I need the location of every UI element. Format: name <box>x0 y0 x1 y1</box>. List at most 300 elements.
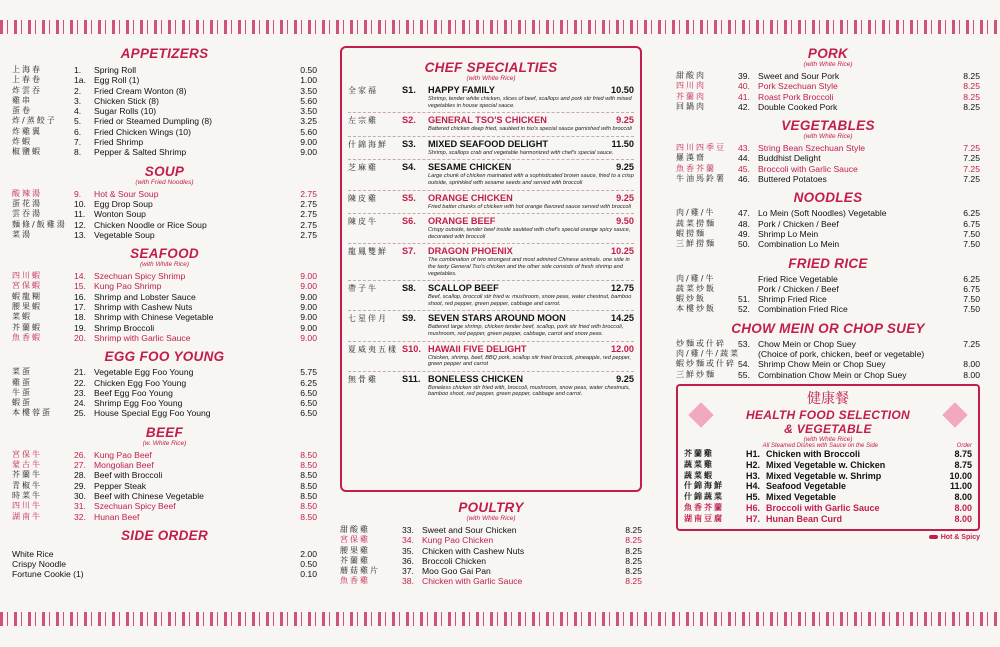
health-order-label: Order <box>956 442 972 449</box>
menu-item-row[interactable] <box>12 481 317 491</box>
item-number <box>738 349 758 359</box>
item-name: Buttered Potatoes <box>758 174 827 185</box>
menu-item-row[interactable] <box>12 230 317 240</box>
menu-item-row[interactable] <box>12 491 317 501</box>
item-number: 5. <box>74 116 82 127</box>
item-number: S5. <box>402 192 416 203</box>
menu-column-right <box>676 40 980 541</box>
menu-item-row[interactable] <box>676 71 980 81</box>
item-chinese-name: 菜蝦 <box>12 312 32 322</box>
menu-item-row[interactable] <box>12 470 317 480</box>
menu-item-row[interactable] <box>12 450 317 460</box>
item-description: Battered chicken deep fried, sautéed in tso's special sauce garnished with broccoli <box>428 126 632 133</box>
item-chinese-name: 湖南豆腐 <box>684 513 724 523</box>
item-name: HAWAII FIVE DELIGHT <box>428 343 527 354</box>
item-chinese-name: 四川肉 <box>676 81 706 91</box>
item-price: 9.50 <box>616 216 634 227</box>
menu-item-row[interactable] <box>12 398 317 408</box>
item-chinese-name: 四川四季豆 <box>676 143 726 153</box>
menu-item-row[interactable] <box>676 102 980 112</box>
item-chinese-name: 魚香蝦 <box>12 332 42 342</box>
item-price: 8.25 <box>625 545 642 556</box>
chef-special-item[interactable] <box>348 243 634 277</box>
menu-item-row[interactable] <box>676 81 980 91</box>
item-chinese-name: 蔬菜炒飯 <box>676 283 716 293</box>
item-chinese-name: 龍鳳雙鮮 <box>348 247 388 257</box>
item-chinese-name: 夏威夷五樣 <box>348 344 398 354</box>
item-price: 11.50 <box>611 138 634 149</box>
item-name: Double Cooked Pork <box>758 101 838 112</box>
item-price: 9.00 <box>300 332 317 343</box>
item-chinese-name: 肉/雞/牛 <box>676 273 716 283</box>
item-name: SEVEN STARS AROUND MOON <box>428 313 566 324</box>
menu-item-row[interactable] <box>684 514 972 525</box>
item-name: BONELESS CHICKEN <box>428 373 523 384</box>
item-name: Beef Egg Foo Young <box>94 387 173 398</box>
item-price: 7.50 <box>963 294 980 305</box>
item-chinese-name: 帶子牛 <box>348 284 378 294</box>
item-name: Kung Pao Beef <box>94 449 152 460</box>
item-name: Moo Goo Gai Pan <box>422 566 491 577</box>
item-name: Pepper & Salted Shrimp <box>94 147 187 158</box>
item-chinese-name: 蝦炒麵或什碎 <box>676 359 736 369</box>
pepper-icon <box>929 535 938 539</box>
item-price: 2.75 <box>300 209 317 220</box>
item-number: 12. <box>74 219 86 230</box>
item-number: 21. <box>74 367 86 378</box>
item-price: 8.25 <box>625 535 642 546</box>
item-price: 6.75 <box>963 218 980 229</box>
item-price: 9.00 <box>300 281 317 292</box>
item-chinese-name: 羅漢齋 <box>676 153 706 163</box>
item-name: Vegetable Soup <box>94 229 155 240</box>
item-name: White Rice <box>12 548 54 559</box>
chef-special-item[interactable] <box>348 159 634 186</box>
chef-item-row <box>348 162 634 173</box>
chef-specialties-box <box>340 46 642 492</box>
menu-item-row[interactable] <box>340 546 642 556</box>
item-price: 7.25 <box>963 338 980 349</box>
pork-list <box>676 71 980 112</box>
chef-special-item[interactable] <box>348 371 634 398</box>
menu-item-row[interactable] <box>676 359 980 369</box>
menu-item-row[interactable] <box>676 153 980 163</box>
item-price: 7.25 <box>963 153 980 164</box>
menu-item-row[interactable] <box>676 284 980 294</box>
item-price: 8.00 <box>954 502 972 513</box>
section-title-pork: PORK <box>807 46 849 61</box>
item-chinese-name: 芥蘭雞 <box>340 555 370 565</box>
item-name: Vegetable Egg Foo Young <box>94 367 194 378</box>
chef-item-row <box>348 216 634 227</box>
section-sub-pork: (with White Rice) <box>803 61 853 68</box>
item-name: Kung Pao Chicken <box>422 535 494 546</box>
menu-item-row[interactable] <box>12 323 317 333</box>
section-sub-soup: (with Fried Noodles) <box>135 178 194 186</box>
item-number: 14. <box>74 271 86 282</box>
item-name: Chicken Stick (8) <box>94 95 159 106</box>
chef-special-item[interactable] <box>348 112 634 133</box>
chef-special-item[interactable] <box>348 341 634 368</box>
item-price: 2.00 <box>300 548 317 559</box>
item-price: 3.50 <box>300 106 317 117</box>
menu-item-row[interactable] <box>12 65 317 75</box>
menu-item-row[interactable] <box>676 304 980 314</box>
section-sub-poultry: (with White Rice) <box>466 515 516 522</box>
menu-item-row[interactable] <box>12 86 317 96</box>
item-name: Egg Drop Soup <box>94 198 153 209</box>
item-number: 26. <box>74 449 86 460</box>
soup-list <box>12 189 317 240</box>
menu-item-row[interactable] <box>12 127 317 137</box>
item-price: 9.00 <box>300 137 317 148</box>
menu-item-row[interactable] <box>684 492 972 503</box>
menu-item-row[interactable] <box>676 164 980 174</box>
chef-item-row <box>348 313 634 324</box>
item-name: Fried or Steamed Dumpling (8) <box>94 116 212 127</box>
item-chinese-name: 左宗雞 <box>348 116 378 126</box>
item-number: H7. <box>746 513 761 524</box>
item-price: 8.50 <box>300 460 317 471</box>
item-price: 9.00 <box>300 322 317 333</box>
item-number: 19. <box>74 322 86 333</box>
menu-item-row[interactable] <box>676 92 980 102</box>
chef-special-item[interactable] <box>348 190 634 211</box>
item-name: Pork / Chicken / Beef <box>758 283 839 294</box>
section-sub-chef: (with White Rice) <box>466 75 516 82</box>
item-chinese-name: 炸雞翼 <box>12 126 42 136</box>
item-name: Fortune Cookie (1) <box>12 569 84 580</box>
menu-item-row[interactable] <box>12 367 317 377</box>
item-name: Shrimp with Garlic Sauce <box>94 332 191 343</box>
menu-item-row[interactable] <box>12 116 317 126</box>
item-chinese-name: 三鮮炒麵 <box>676 369 716 379</box>
item-chinese-name: 陳皮牛 <box>348 217 378 227</box>
item-description: Chicken, shrimp, beef, BBQ pork, scallop stir fried broccoli, pineapple, red pepper, green pepper and carrot <box>428 354 632 368</box>
appetizers-list <box>12 65 317 158</box>
item-chinese-name: 牛蛋 <box>12 387 32 397</box>
item-number: S9. <box>402 313 416 324</box>
section-title-chowmein: CHOW MEIN OR CHOP SUEY <box>731 320 925 336</box>
item-price: 6.75 <box>963 283 980 294</box>
item-name: Combination Fried Rice <box>758 304 848 315</box>
item-number: 36. <box>402 555 414 566</box>
menu-item-row[interactable] <box>12 460 317 470</box>
item-description: Boneless chicken stir fried with, broccoli, mushroom, snow peas, water chestnuts, bamboo shoot, red pepper, green pepper, cabbage and carrot. <box>428 384 631 398</box>
menu-item-row[interactable] <box>12 281 317 291</box>
item-number: 1a. <box>74 75 86 86</box>
menu-item-row[interactable] <box>676 294 980 304</box>
item-chinese-name: 湖南牛 <box>12 511 42 521</box>
chef-special-item[interactable] <box>348 280 634 307</box>
item-chinese-name: 酸辣湯 <box>12 188 42 198</box>
item-price: 7.25 <box>963 174 980 185</box>
item-chinese-name: 雞蛋 <box>12 377 32 387</box>
item-chinese-name: 陳皮雞 <box>348 193 378 203</box>
item-description: Large chunk of chicken marinated with a sophisticated brown sauce, fried to a crisp outside, sprinkled with sesame seeds and served with broccoli <box>428 173 634 186</box>
item-price: 9.25 <box>616 162 634 173</box>
item-name: ORANGE CHICKEN <box>428 192 513 203</box>
item-divider <box>348 280 634 281</box>
item-number: 34. <box>402 535 414 546</box>
item-name: Shrimp with Chinese Vegetable <box>94 312 214 323</box>
item-name: HAPPY FAMILY <box>428 85 495 95</box>
side-item-row[interactable] <box>12 549 317 559</box>
item-number: 38. <box>402 576 414 587</box>
chef-item-row <box>348 374 634 385</box>
menu-item-row[interactable] <box>12 199 317 209</box>
chef-special-item[interactable] <box>348 310 634 337</box>
menu-item-row[interactable] <box>676 143 980 153</box>
chef-special-item[interactable] <box>348 85 634 109</box>
item-number: 46. <box>738 174 750 185</box>
item-price: 8.00 <box>963 359 980 370</box>
menu-item-row[interactable] <box>340 535 642 545</box>
item-chinese-name: 宮保牛 <box>12 449 42 459</box>
item-name: (Choice of pork, chicken, beef or vegetable) <box>758 349 925 360</box>
item-price: 3.50 <box>300 85 317 96</box>
menu-item-row[interactable] <box>340 566 642 576</box>
item-number: 29. <box>74 480 86 491</box>
item-name: Chicken Egg Foo Young <box>94 377 187 388</box>
item-price: 5.60 <box>300 126 317 137</box>
beef-list <box>12 450 317 522</box>
item-divider <box>348 136 634 137</box>
item-name: GENERAL TSO'S CHICKEN <box>428 115 547 126</box>
item-chinese-name: 魚香芥蘭 <box>676 163 716 173</box>
menu-item-row[interactable] <box>676 339 980 349</box>
item-price: 7.25 <box>963 163 980 174</box>
item-price: 8.50 <box>300 501 317 512</box>
menu-item-row[interactable] <box>12 75 317 85</box>
item-chinese-name: 肉/雞/牛 <box>676 208 716 218</box>
item-number: 25. <box>74 408 86 419</box>
menu-item-row[interactable] <box>676 219 980 229</box>
item-name: Wonton Soup <box>94 209 146 220</box>
section-sub-vegetables: (with White Rice) <box>803 133 853 141</box>
item-price: 8.75 <box>954 459 972 470</box>
menu-item-row[interactable] <box>676 349 980 359</box>
item-name: Chow Mein or Chop Suey <box>758 338 856 349</box>
item-chinese-name: 炸/蒸餃子 <box>12 116 57 126</box>
menu-item-row[interactable] <box>340 576 642 586</box>
item-chinese-name: 肉/雞/牛/蔬菜 <box>676 349 741 359</box>
item-chinese-name: 麵條/飯雞湯 <box>12 219 67 229</box>
item-number: 10. <box>74 198 86 209</box>
item-chinese-name: 無骨雞 <box>348 374 378 384</box>
item-chinese-name: 腰果蝦 <box>12 302 42 312</box>
item-chinese-name: 芝麻雞 <box>348 163 378 173</box>
item-chinese-name: 魚香雞 <box>340 576 370 586</box>
item-description: The combination of two strongest and most admired Chinese animals. one side in the tasty General Tso's chicken and the other side consists of fresh shrimp and vegetables. <box>428 257 630 277</box>
item-number: 28. <box>74 470 86 481</box>
menu-item-row[interactable] <box>12 408 317 418</box>
item-number: 8. <box>74 147 82 158</box>
item-price: 8.25 <box>625 555 642 566</box>
item-chinese-name: 魚香芥蘭 <box>684 502 724 512</box>
item-number: 7. <box>74 137 82 148</box>
item-name: SCALLOP BEEF <box>428 283 499 294</box>
item-description: Shrimp, tender white chicken, slices of beef, scallops and pork stir fried with mixed vegetables in house special sauce. <box>428 96 632 109</box>
item-chinese-name: 蛋卷 <box>12 106 32 116</box>
section-title-chef: CHEF SPECIALTIES <box>424 60 558 75</box>
seafood-list <box>12 271 317 343</box>
section-title-side: SIDE ORDER <box>120 527 208 543</box>
item-price: 8.00 <box>954 492 972 503</box>
item-number: H6. <box>746 502 761 513</box>
item-chinese-name: 菜蛋 <box>12 367 32 377</box>
menu-item-row[interactable] <box>340 525 642 535</box>
item-number: 42. <box>738 101 750 112</box>
section-title-vegetables: VEGETABLES <box>781 118 875 134</box>
item-number: 51. <box>738 294 750 305</box>
menu-item-row[interactable] <box>12 512 317 522</box>
item-number: 49. <box>738 228 750 239</box>
section-title-eggfoo: EGG FOO YOUNG <box>104 349 225 365</box>
menu-item-row[interactable] <box>12 333 317 343</box>
item-chinese-name: 上春卷 <box>12 75 42 85</box>
side-item-row[interactable] <box>12 559 317 569</box>
item-number: 55. <box>738 369 750 380</box>
item-name: Broccoli with Garlic Sauce <box>766 502 880 513</box>
menu-item-row[interactable] <box>12 271 317 281</box>
item-price: 7.50 <box>963 228 980 239</box>
menu-item-row[interactable] <box>340 556 642 566</box>
item-price: 8.50 <box>300 490 317 501</box>
item-number: 44. <box>738 153 750 164</box>
menu-item-row[interactable] <box>12 106 317 116</box>
item-number: 9. <box>74 188 82 199</box>
item-number: S7. <box>402 246 416 257</box>
item-price: 8.50 <box>300 480 317 491</box>
item-chinese-name: 宮保蝦 <box>12 281 42 291</box>
menu-item-row[interactable] <box>684 460 972 471</box>
item-number: 30. <box>74 490 86 501</box>
chef-special-item[interactable] <box>348 213 634 240</box>
menu-item-row[interactable] <box>12 137 317 147</box>
noodles-list <box>676 208 980 249</box>
item-number: 45. <box>738 163 750 174</box>
item-name: Hunan Bean Curd <box>766 513 843 524</box>
chef-special-item[interactable] <box>348 136 634 157</box>
menu-item-row[interactable] <box>12 302 317 312</box>
menu-item-row[interactable] <box>12 220 317 230</box>
item-number: S3. <box>402 138 416 149</box>
menu-item-row[interactable] <box>684 503 972 514</box>
menu-item-row[interactable] <box>676 274 980 284</box>
health-chinese-title: 健康餐 <box>807 390 849 407</box>
item-number: 15. <box>74 281 86 292</box>
item-number: 2. <box>74 85 82 96</box>
item-description: Fried batter chunks of chicken with hot orange flavored sauce served with broccoli <box>428 203 632 210</box>
item-price: 2.75 <box>300 219 317 230</box>
item-number: S10. <box>402 343 421 354</box>
item-price: 0.10 <box>300 569 317 580</box>
item-number: H1. <box>746 448 761 459</box>
item-number: 35. <box>402 545 414 556</box>
item-name: Kung Pao Shrimp <box>94 281 162 292</box>
item-chinese-name: 什錦蔬菜 <box>684 492 724 502</box>
item-price: 8.50 <box>300 449 317 460</box>
item-chinese-name: 四川蝦 <box>12 271 42 281</box>
friedrice-list <box>676 274 980 315</box>
menu-item-row[interactable] <box>12 96 317 106</box>
top-border <box>0 20 1000 34</box>
menu-item-row[interactable] <box>12 189 317 199</box>
item-name: Fried Chicken Wings (10) <box>94 126 191 137</box>
menu-item-row[interactable] <box>12 501 317 511</box>
menu-item-row[interactable] <box>12 388 317 398</box>
menu-item-row[interactable] <box>12 378 317 388</box>
item-chinese-name: 甜酸雞 <box>340 525 370 534</box>
health-sub: (with White Rice) <box>803 435 853 443</box>
item-divider <box>348 371 634 372</box>
side-item-row[interactable] <box>12 569 317 579</box>
item-number <box>738 284 758 294</box>
item-chinese-name: 椒鹽蝦 <box>12 147 42 157</box>
menu-item-row[interactable] <box>676 229 980 239</box>
item-number: 23. <box>74 387 86 398</box>
item-number: 53. <box>738 338 750 349</box>
item-divider <box>348 112 634 113</box>
chef-item-row <box>348 139 634 150</box>
item-price: 6.50 <box>300 387 317 398</box>
item-price: 9.25 <box>616 115 634 126</box>
menu-item-row[interactable] <box>676 239 980 249</box>
item-number: S4. <box>402 162 416 173</box>
menu-item-row[interactable] <box>684 471 972 482</box>
health-list <box>684 449 972 525</box>
item-chinese-name: 炒麵或什碎 <box>676 338 726 348</box>
item-chinese-name: 芥蘭牛 <box>12 470 42 480</box>
item-name: Shrimp Chow Mein or Chop Suey <box>758 359 886 370</box>
item-chinese-name: 腰果雞 <box>340 545 370 555</box>
menu-item-row[interactable] <box>12 312 317 322</box>
chef-list <box>348 85 634 398</box>
menu-item-row[interactable] <box>12 147 317 157</box>
item-price: 6.50 <box>300 398 317 409</box>
item-chinese-name: 四川牛 <box>12 501 42 511</box>
menu-item-row[interactable] <box>676 208 980 218</box>
section-title-noodles: NOODLES <box>793 190 863 206</box>
item-divider <box>348 213 634 214</box>
item-chinese-name: 菜湯 <box>12 229 32 239</box>
item-chinese-name: 青椒牛 <box>12 480 42 490</box>
menu-item-row[interactable] <box>684 481 972 492</box>
item-number: 33. <box>402 525 414 535</box>
item-price: 7.50 <box>963 239 980 250</box>
item-number: 37. <box>402 566 414 577</box>
health-title-line2: & VEGETABLE <box>784 421 872 436</box>
item-name: Crispy Noodle <box>12 559 66 570</box>
menu-item-row[interactable] <box>676 370 980 380</box>
item-name: Buddhist Delight <box>758 153 821 164</box>
menu-item-row[interactable] <box>12 209 317 219</box>
item-price: 8.50 <box>300 470 317 481</box>
menu-item-row[interactable] <box>12 292 317 302</box>
menu-item-row[interactable] <box>684 449 972 460</box>
item-name: Shrimp Egg Foo Young <box>94 398 183 409</box>
menu-item-row[interactable] <box>676 174 980 184</box>
item-number: 6. <box>74 126 82 137</box>
item-price: 2.75 <box>300 229 317 240</box>
section-title-appetizers: APPETIZERS <box>120 46 209 61</box>
item-name: Chicken with Broccoli <box>766 448 861 459</box>
item-number: 48. <box>738 218 750 229</box>
item-divider <box>348 190 634 191</box>
chef-item-row <box>348 246 634 257</box>
item-name: Mixed Vegetable w. Chicken <box>766 459 886 470</box>
